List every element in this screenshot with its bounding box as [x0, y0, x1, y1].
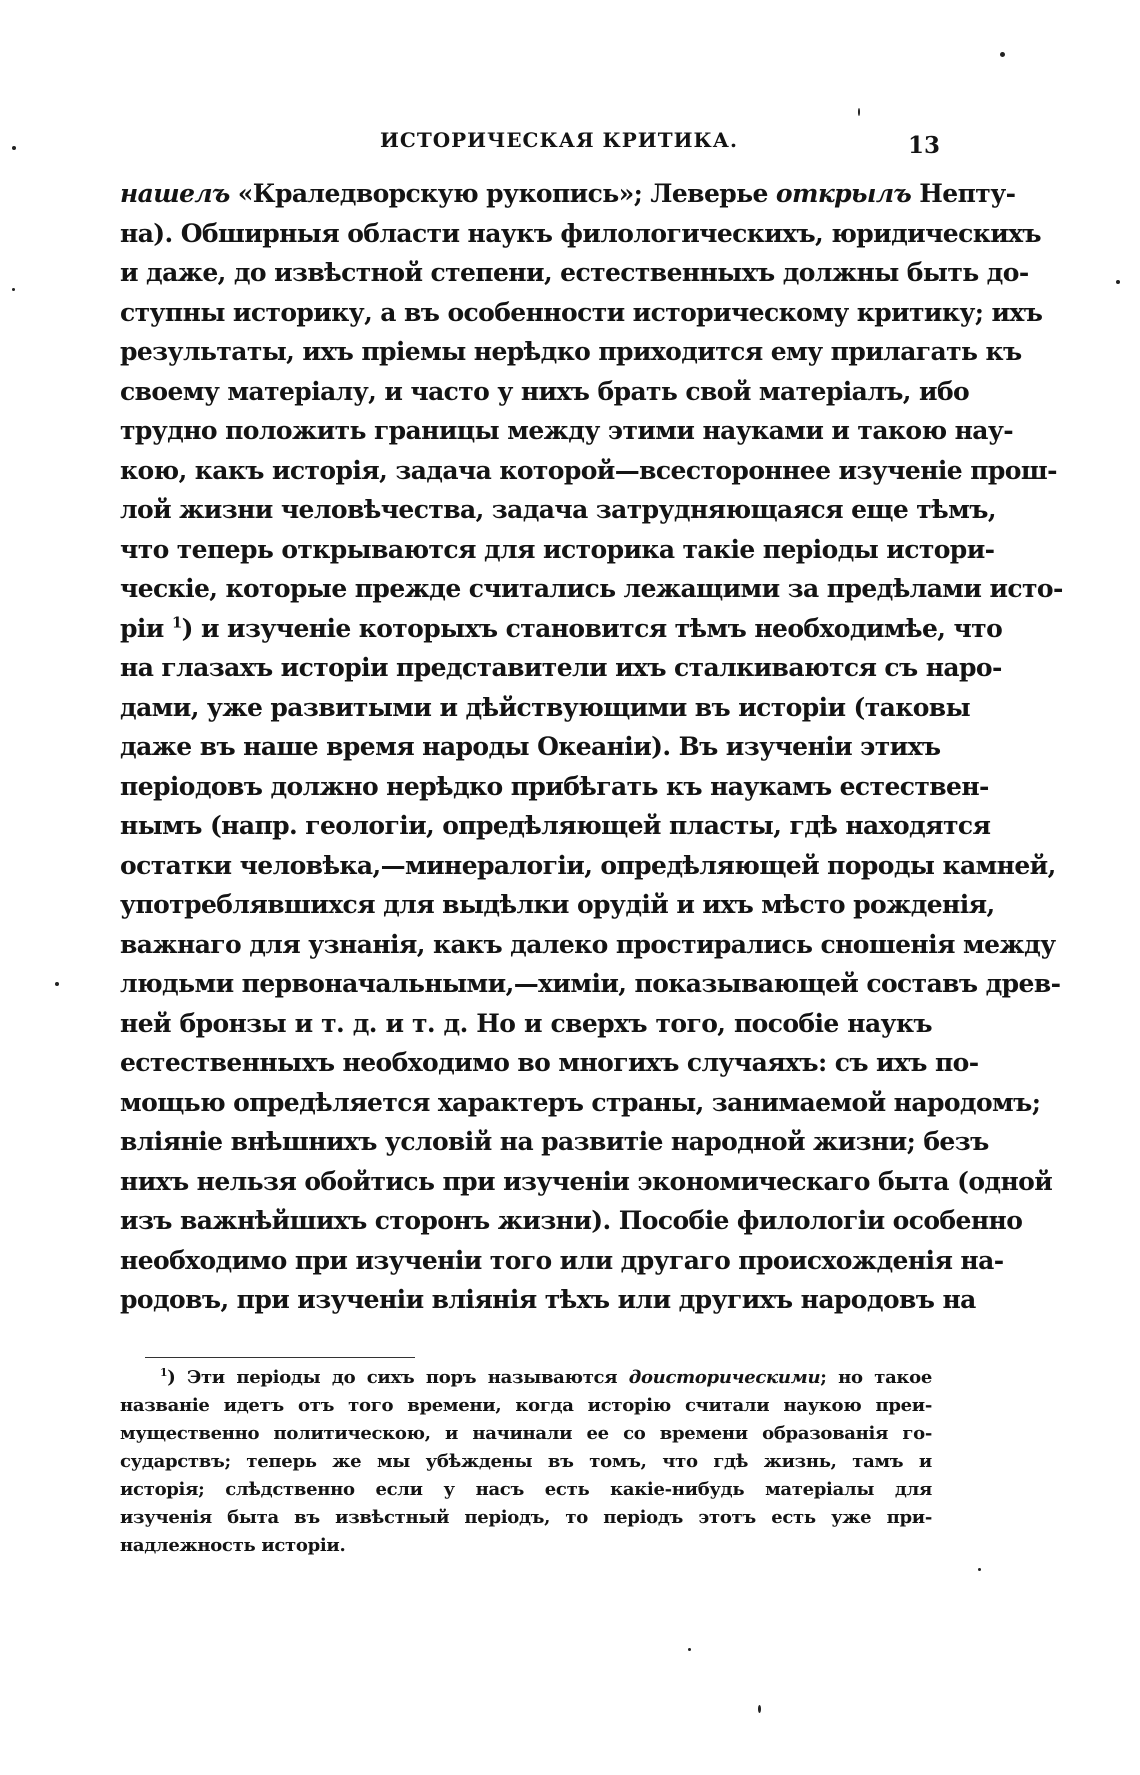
scan-speck — [688, 1648, 691, 1651]
text-line: дами, уже развитыми и дѣйствующими въ исторіи (таковы — [120, 692, 971, 722]
text-line: остатки человѣка,—минералогіи, опредѣляющей породы камней, — [120, 850, 1056, 880]
text-line: употреблявшихся для выдѣлки орудій и ихъ мѣсто рожденія, — [120, 890, 995, 919]
text-line: кою, какъ исторія, задача которой—всестороннее изученіе прош- — [120, 455, 1057, 485]
scan-speck — [1000, 52, 1005, 57]
footnote-line: сударствъ; теперь же мы убѣждены въ томъ, что гдѣ жизнь, тамъ и — [120, 1451, 932, 1472]
footnote-marker: 1 — [160, 1366, 168, 1379]
text-line — [120, 609, 1003, 649]
italic-word: нашелъ — [120, 179, 230, 208]
text-line — [120, 174, 1016, 214]
text-line: необходимо при изученіи того или другаго происхожденія на- — [120, 1245, 1004, 1275]
text-line: мощью опредѣляется характеръ страны, занимаемой народомъ; — [120, 1087, 1041, 1117]
footnote-line — [120, 1364, 932, 1392]
scan-speck — [12, 288, 15, 291]
text-line: лой жизни человѣчества, задача затрудняющаяся еще тѣмъ, — [120, 495, 996, 524]
text-line: трудно положить границы между этими науками и такою нау- — [120, 416, 1014, 445]
footnote-line: исторія; слѣдственно если у насъ есть какіе-нибудь матеріалы для — [120, 1479, 932, 1500]
text-line: нымъ (напр. геологіи, опредѣляющей пласты, гдѣ находятся — [120, 811, 991, 840]
text-line: что теперь открываются для историка такіе періоды истори- — [120, 534, 995, 564]
text-line: нихъ нельзя обойтись при изученіи экономическаго быта (одной — [120, 1166, 1053, 1196]
text-line: ступны историку, а въ особенности историческому критику; ихъ — [120, 297, 1043, 327]
main-text — [120, 174, 1063, 1320]
text-line: родовъ, при изученіи вліянія тѣхъ или другихъ народовъ на — [120, 1285, 976, 1314]
text-line: ческіе, которые прежде считались лежащими за предѣлами исто- — [120, 574, 1063, 603]
scan-speck — [858, 108, 860, 116]
scan-speck — [1116, 280, 1120, 284]
running-head: ИСТОРИЧЕСКАЯ КРИТИКА. — [380, 128, 738, 152]
text-line: и даже, до извѣстной степени, естественныхъ должны быть до- — [120, 258, 1029, 287]
footnote-line: названіе идетъ отъ того времени, когда исторію считали наукою преи- — [120, 1395, 932, 1416]
page-number: 13 — [908, 132, 941, 159]
scan-speck — [55, 982, 59, 986]
scan-speck — [12, 146, 16, 150]
text-line: важнаго для узнанія, какъ далеко простирались сношенія между — [120, 929, 1056, 959]
text-line: своему матеріалу, и часто у нихъ брать свой матеріалъ, ибо — [120, 376, 970, 406]
text-run: ) и изученіе которыхъ становится тѣмъ необходимѣе, что — [181, 613, 1003, 643]
text-line: даже въ наше время народы Океаніи). Въ изученіи этихъ — [120, 732, 941, 761]
text-line: на глазахъ исторіи представители ихъ сталкиваются съ наро- — [120, 653, 1002, 682]
footnote — [120, 1364, 932, 1560]
footnote-reference: 1 — [171, 613, 182, 632]
text-line: естественныхъ необходимо во многихъ случаяхъ: съ ихъ по- — [120, 1048, 979, 1077]
footnote-line: изученія быта въ извѣстный періодъ, то періодъ этотъ есть уже при- — [120, 1507, 932, 1528]
text-run: ріи — [120, 613, 172, 643]
text-line: людьми первоначальными,—химіи, показывающей составъ древ- — [120, 969, 1061, 998]
scan-speck — [978, 1568, 981, 1571]
text-run: «Краледворскую рукопись»; Леверье — [229, 179, 776, 208]
italic-word: открылъ — [775, 179, 912, 208]
footnote-line: надлежность исторіи. — [120, 1535, 346, 1556]
text-run: ) Эти періоды до сихъ поръ называются — [167, 1367, 629, 1388]
footnote-line: мущественно политическою, и начинали ее со времени образованія го- — [120, 1423, 932, 1444]
text-line: періодовъ должно нерѣдко прибѣгать къ наукамъ естествен- — [120, 771, 989, 801]
text-line: на). Обширныя области наукъ филологическихъ, юридическихъ — [120, 218, 1042, 248]
text-line: вліяніе внѣшнихъ условій на развитіе народной жизни; безъ — [120, 1127, 989, 1156]
footnote-divider — [145, 1357, 415, 1358]
scan-speck — [758, 1705, 761, 1713]
italic-word: доисторическими — [628, 1367, 821, 1388]
text-run: Непту- — [911, 179, 1016, 208]
text-line: результаты, ихъ пріемы нерѣдко приходится ему прилагать къ — [120, 337, 1022, 366]
text-line: ней бронзы и т. д. и т. д. Но и сверхъ того, пособіе наукъ — [120, 1008, 932, 1038]
text-run: ; но такое — [820, 1367, 932, 1388]
text-line: изъ важнѣйшихъ сторонъ жизни). Пособіе филологіи особенно — [120, 1206, 1023, 1235]
